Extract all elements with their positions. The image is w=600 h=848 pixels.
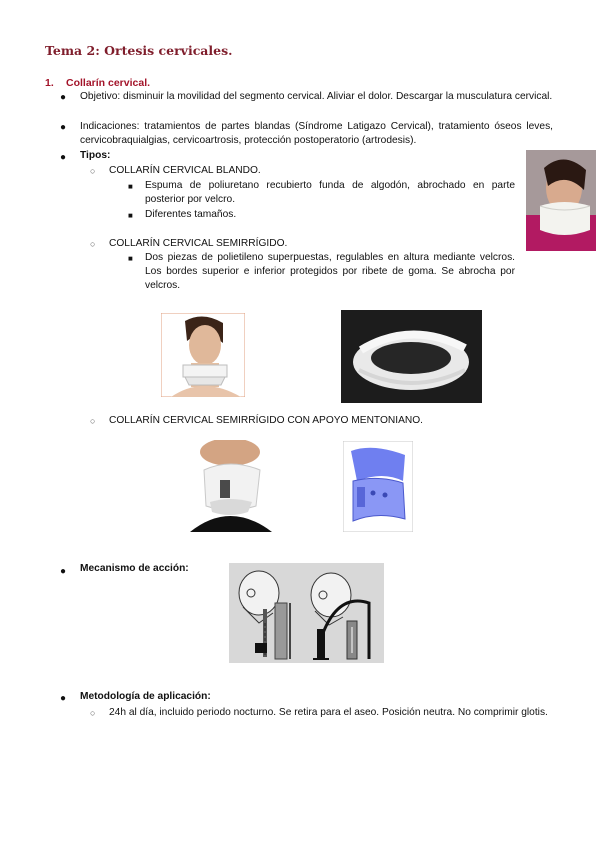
blue-chin-collar-photo [343,441,413,532]
blando-title: COLLARÍN CERVICAL BLANDO. [109,165,261,176]
chin-support-collar-photo [190,440,272,532]
semirrigido-item-1: Dos piezas de polietileno superpuestas, regulables en altura mediante velcros. Los bordes superior e inferior protegidos por ribete de goma. Se abrocha por velcros. [145,252,515,291]
metodologia-label: Metodología de aplicación: [80,691,211,702]
bullet-circle: ○ [90,416,96,426]
metodologia-text: 24h al día, incluido periodo nocturno. Se retira para el aseo. Posición neutra. No comprimir glotis. [109,707,548,718]
tipos-label: Tipos: [80,150,111,161]
bullet-disc: ● [60,693,67,704]
section-number: 1. [45,77,54,89]
mechanism-diagram [229,563,384,663]
bullet-disc: ● [60,92,67,103]
soft-collar-photo [526,150,596,251]
semirrigido-title: COLLARÍN CERVICAL SEMIRRÍGIDO. [109,238,288,249]
bullet-disc: ● [60,566,67,577]
bullet-circle: ○ [90,239,96,249]
page-title: Tema 2: Ortesis cervicales. [45,43,233,58]
bullet-disc: ● [60,122,67,133]
objetivo-text: Objetivo: disminuir la movilidad del segmento cervical. Aliviar el dolor. Descargar la musculatura cervical. [80,91,553,102]
mentoniano-title: COLLARÍN CERVICAL SEMIRRÍGIDO CON APOYO MENTONIANO. [109,415,423,426]
mecanismo-label: Mecanismo de acción: [80,563,189,574]
section-heading-text: Collarín cervical. [66,77,151,89]
bullet-disc: ● [60,152,67,163]
section-heading [45,77,150,89]
blando-item-1: Espuma de poliuretano recubierto funda de algodón, abrochado en parte posterior por velcro. [145,180,515,205]
bullet-circle: ○ [90,708,96,718]
bullet-circle: ○ [90,166,96,176]
semirigid-collar-photo [161,313,245,397]
indicaciones-text: Indicaciones: tratamientos de partes blandas (Síndrome Latigazo Cervical), tratamiento óseos leves, cervicobraquialgias, cervicoartrosis, protección postoperatorio (artrodesis). [80,121,553,146]
bullet-square: ■ [128,211,133,220]
semirigid-collar-product-photo [341,310,482,403]
blando-item-2: Diferentes tamaños. [145,209,237,220]
bullet-square: ■ [128,182,133,191]
bullet-square: ■ [128,254,133,263]
